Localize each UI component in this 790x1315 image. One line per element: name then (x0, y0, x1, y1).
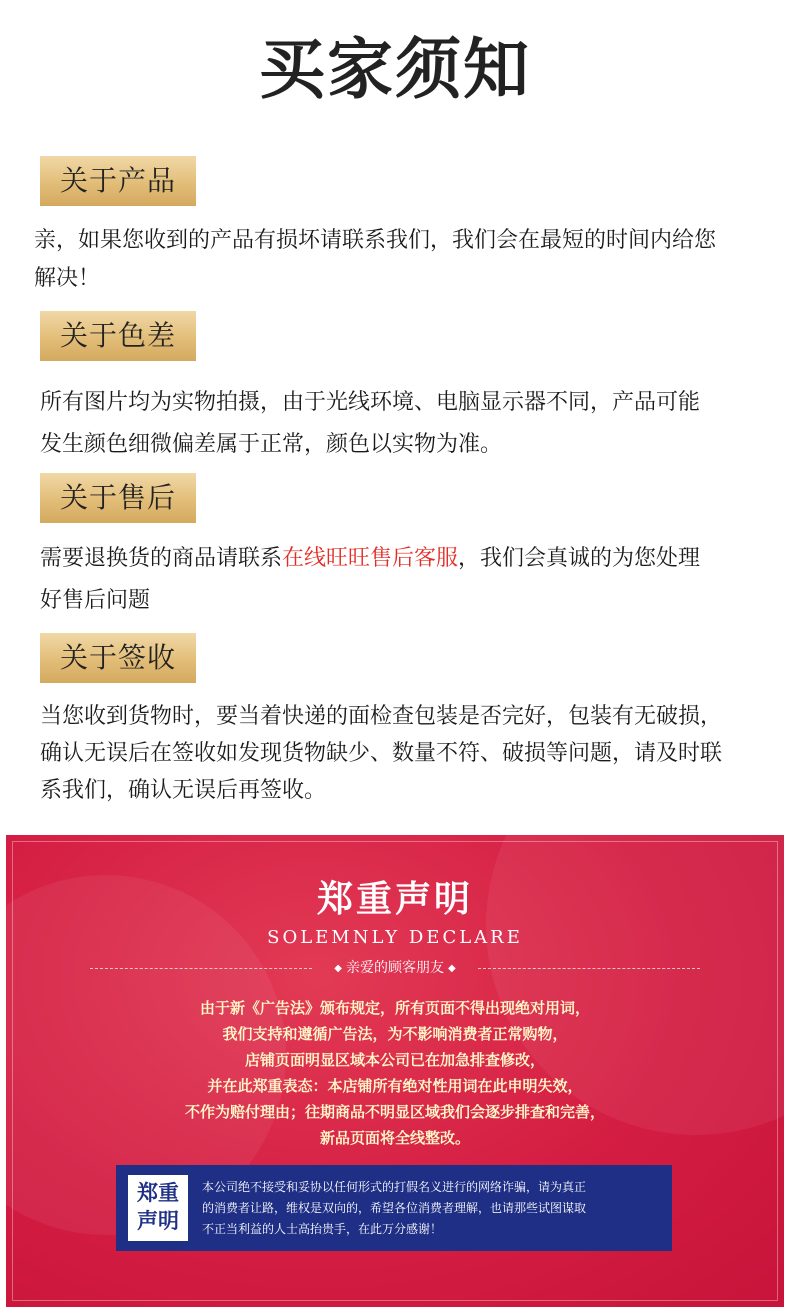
body-line: 我们支持和遵循广告法，为不影响消费者正常购物， (222, 1025, 568, 1043)
greeting-text: 亲爱的顾客朋友 (346, 960, 444, 976)
text-line: 所有图片均为实物拍摄，由于光线环境、电脑显示器不同，产品可能 (40, 390, 701, 415)
declaration-subtitle: SOLEMNLY DECLARE (267, 927, 523, 948)
text-line: 解决！ (34, 266, 101, 291)
body-line: 店铺页面明显区域本公司已在加急排查修改， (244, 1051, 545, 1069)
notice-line: 的消费者让路，维权是双向的，希望各位消费者理解，也请那些试图谋取 (202, 1201, 587, 1215)
page-title: 买家须知 (259, 31, 531, 108)
section-label-color: 关于色差 (40, 311, 196, 361)
customer-service-link[interactable]: 在线旺旺售后客服 (282, 546, 459, 571)
declaration-body (6, 995, 784, 1151)
section-text-signing (40, 698, 770, 809)
text-line (40, 538, 770, 580)
text-line: 当您收到货物时，要当着快递的面检查包装是否完好，包装有无破损， (40, 704, 723, 729)
body-line: 新品页面将全线整改。 (319, 1129, 470, 1147)
section-label-product: 关于产品 (40, 156, 196, 206)
solemn-declaration-panel (6, 835, 784, 1307)
text-line: 好售后问题 (40, 588, 151, 613)
notice-line: 本公司绝不接受和妥协以任何形式的打假名义进行的网络诈骗，请为真正 (202, 1180, 587, 1194)
text-line: 亲，如果您收到的产品有损坏请联系我们，我们会在最短的时间内给您 (34, 228, 717, 253)
diamond-icon: ◆ (448, 962, 456, 974)
section-label-aftersale: 关于售后 (40, 473, 196, 523)
body-line: 由于新《广告法》颁布规定，所有页面不得出现绝对用词， (199, 999, 590, 1017)
text-before: 需要退换货的商品请联系 (40, 546, 283, 571)
declaration-title: 郑重声明 (316, 879, 473, 920)
notice-box (116, 1165, 672, 1251)
section-text-aftersale (40, 538, 770, 622)
text-line: 发生颜色细微偏差属于正常，颜色以实物为准。 (40, 432, 503, 457)
notice-badge (128, 1175, 188, 1241)
badge-line: 声明 (137, 1209, 179, 1233)
notice-text (202, 1177, 662, 1240)
body-line: 并在此郑重表态：本店铺所有绝对性用词在此申明失效， (207, 1077, 583, 1095)
text-line: 系我们，确认无误后再签收。 (40, 778, 327, 803)
diamond-icon: ◆ (334, 962, 342, 974)
section-label-signing: 关于签收 (40, 633, 196, 683)
body-line: 不作为赔付理由；往期商品不明显区域我们会逐步排查和完善， (184, 1103, 605, 1121)
badge-line: 郑重 (137, 1181, 179, 1205)
greeting (6, 957, 784, 977)
section-text-product (34, 222, 764, 298)
notice-line: 不正当利益的人士高抬贵手，在此万分感谢！ (202, 1222, 443, 1236)
text-after: ，我们会真诚的为您处理 (458, 546, 701, 571)
text-line: 确认无误后在签收如发现货物缺少、数量不符、破损等问题，请及时联 (40, 741, 723, 766)
section-text-color (40, 382, 770, 466)
